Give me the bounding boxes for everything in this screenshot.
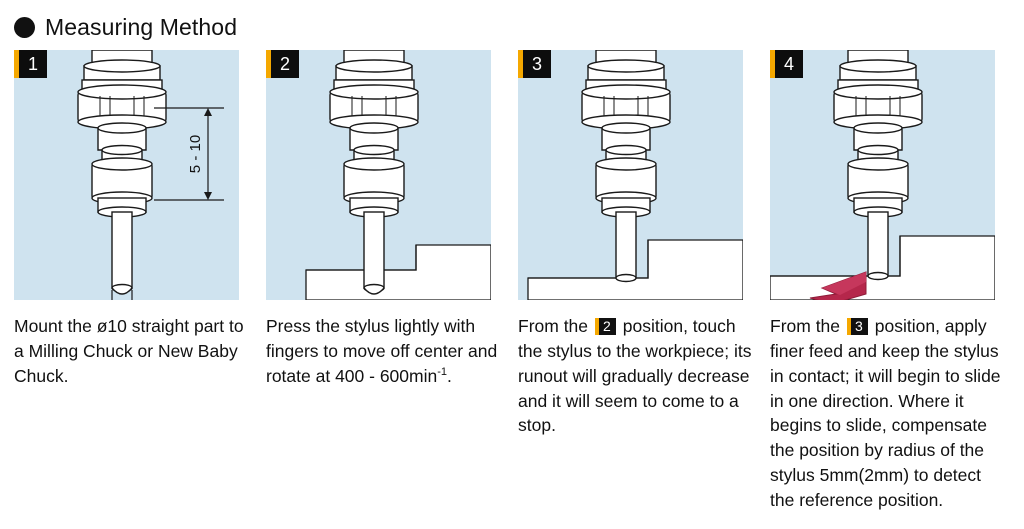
step-3-caption <box>518 314 753 438</box>
caption-text: Mount the ø10 straight part to a Milling Chuck or New Baby Chuck. <box>14 316 244 386</box>
step-4-caption <box>770 314 1005 513</box>
step-1-caption <box>14 314 249 389</box>
caption-text: From the <box>770 316 845 336</box>
step-3 <box>518 50 758 513</box>
caption-text: . <box>447 365 452 386</box>
step-2 <box>266 50 506 513</box>
step-3-badge: 3 <box>518 50 551 78</box>
caption-text: position, apply finer feed and keep the stylus in contact; it will begin to slide in one direction. Where it begins to slide, compensate the position by radius of the stylus 5mm(2mm) to detect the reference position. <box>770 316 1001 510</box>
step-2-figure <box>266 50 491 300</box>
page-title <box>14 14 237 41</box>
filled-circle-icon <box>14 17 35 38</box>
step-4-illustration <box>770 50 995 300</box>
step-2-caption <box>266 314 501 389</box>
step-1-badge: 1 <box>14 50 47 78</box>
step-2-illustration <box>266 50 491 300</box>
inline-step-badge: 3 <box>847 318 868 335</box>
caption-text: From the <box>518 316 593 336</box>
caption-text: position, touch the stylus to the workpiece; its runout will gradually decrease and it will seem to come to a stop. <box>518 316 752 436</box>
step-4-figure <box>770 50 995 300</box>
step-1-vertical-dimension: 5 - 10 <box>187 134 204 174</box>
caption-text: Press the stylus lightly with fingers to move off center and rotate at 400 - 600min <box>266 316 498 386</box>
step-4 <box>770 50 1010 513</box>
step-1-illustration <box>14 50 239 300</box>
caption-superscript: -1 <box>437 365 447 378</box>
step-1 <box>14 50 254 513</box>
step-1-figure <box>14 50 239 300</box>
inline-step-badge: 2 <box>595 318 616 335</box>
steps-container <box>14 50 1010 513</box>
step-3-figure <box>518 50 743 300</box>
step-4-badge: 4 <box>770 50 803 78</box>
page-title-text: Measuring Method <box>45 14 238 40</box>
step-2-badge: 2 <box>266 50 299 78</box>
step-3-illustration <box>518 50 743 300</box>
